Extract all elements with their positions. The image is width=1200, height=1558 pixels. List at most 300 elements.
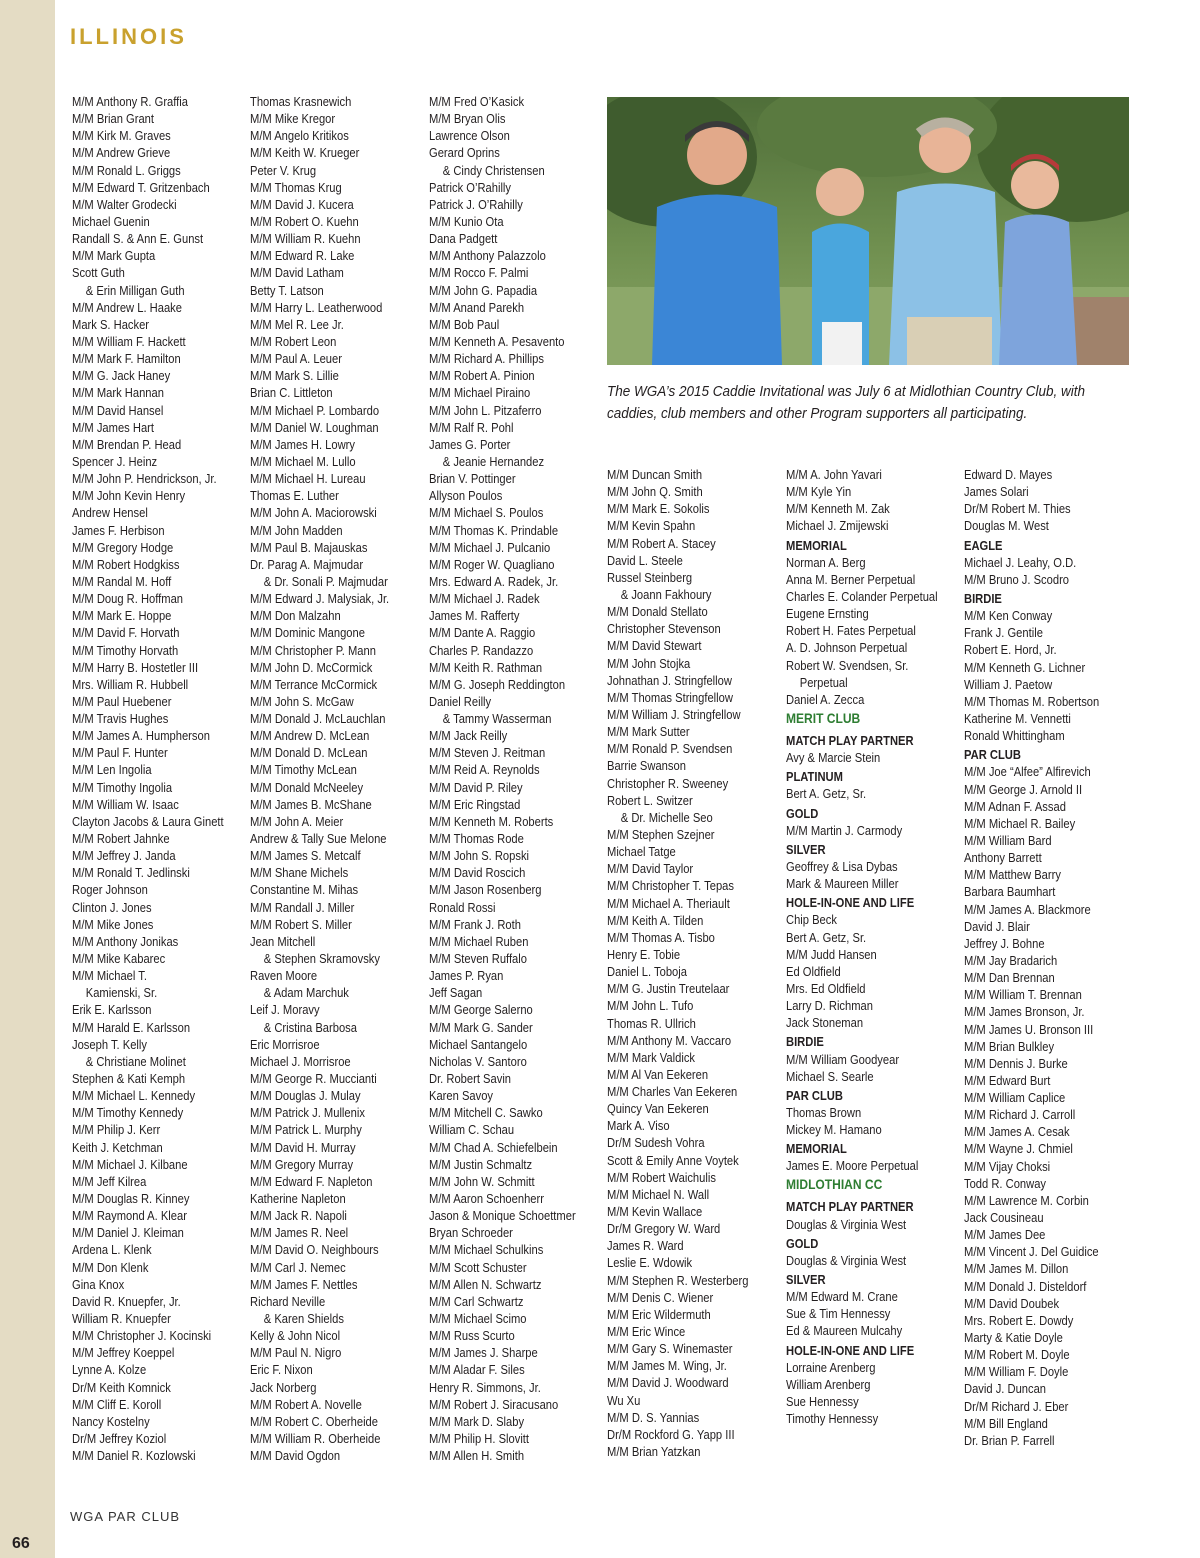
donor-name: Michael S. Searle: [786, 1068, 874, 1084]
donor-name: M/M Roger W. Quagliano: [429, 556, 555, 572]
donor-name: Lynne A. Kolze: [72, 1362, 147, 1378]
donor-name: & Stephen Skramovsky: [263, 951, 380, 967]
donor-name: M/M James R. Neel: [250, 1225, 349, 1241]
donor-name: Constantine M. Mihas: [250, 882, 359, 898]
donor-name: M/M Daniel W. Loughman: [250, 419, 379, 435]
donor-column-6: [964, 466, 1140, 1449]
donor-name: M/M James Bronson, Jr.: [964, 1004, 1085, 1020]
donor-name: William Arenberg: [786, 1376, 871, 1392]
donor-name: M/M Dominic Mangone: [250, 625, 365, 641]
donor-name: M/M Michael J. Radek: [429, 591, 540, 607]
donor-name: M/M Gary S. Winemaster: [607, 1341, 733, 1357]
level-heading: HOLE-IN-ONE AND LIFE: [786, 1342, 915, 1358]
donor-name: M/M Mark D. Slaby: [429, 1413, 525, 1429]
donor-name: Eric F. Nixon: [250, 1362, 313, 1378]
donor-name: Todd R. Conway: [964, 1175, 1047, 1191]
donor-name: M/M Stephen Szejner: [607, 826, 715, 842]
donor-name: Daniel A. Zecca: [786, 691, 865, 707]
donor-name: M/M Kyle Yin: [786, 484, 852, 500]
donor-name: Bert A. Getz, Sr.: [786, 786, 867, 802]
donor-name: Dr/M Gregory W. Ward: [607, 1221, 721, 1237]
donor-name: & Tammy Wasserman: [442, 711, 552, 727]
donor-name: M/M Robert S. Miller: [250, 916, 352, 932]
donor-name: Richard Neville: [250, 1293, 326, 1309]
donor-name: M/M Mike Kabarec: [72, 951, 166, 967]
donor-name: M/M John L. Pitzaferro: [429, 402, 542, 418]
donor-name: M/M Paul B. Majauskas: [250, 539, 368, 555]
donor-name: M/M David Taylor: [607, 861, 694, 877]
donor-name: M/M Mark Gupta: [72, 248, 156, 264]
donor-name: Gerard Oprins: [429, 145, 500, 161]
donor-name: M/M Wayne J. Chmiel: [964, 1141, 1073, 1157]
donor-name: M/M Paul A. Leuer: [250, 351, 342, 367]
donor-name: Dr/M Jeffrey Koziol: [72, 1430, 167, 1446]
donor-name: M/M Mark E. Hoppe: [72, 608, 172, 624]
donor-name: M/M Doug R. Hoffman: [72, 591, 184, 607]
donor-name: M/M David P. Riley: [429, 779, 523, 795]
donor-name: Jeff Sagan: [429, 985, 483, 1001]
donor-name: Ed Oldfield: [786, 963, 841, 979]
donor-name: M/M John Stojka: [607, 655, 691, 671]
donor-name: M/M Mel R. Lee Jr.: [250, 316, 344, 332]
donor-name: Mrs. William R. Hubbell: [72, 676, 189, 692]
donor-name: M/M Don Malzahn: [250, 608, 341, 624]
page-heading: ILLINOIS: [70, 24, 187, 49]
donor-name: M/M Mark E. Sokolis: [607, 501, 710, 517]
donor-name: Thomas R. Ullrich: [607, 1015, 696, 1031]
donor-name: M/M Reid A. Reynolds: [429, 762, 540, 778]
donor-name: Scott & Emily Anne Voytek: [607, 1152, 739, 1168]
donor-name: Michael Santangelo: [429, 1036, 528, 1052]
donor-name: M/M James H. Lowry: [250, 436, 355, 452]
donor-name: M/M James A. Cesak: [964, 1124, 1070, 1140]
donor-name: M/M James B. McShane: [250, 796, 372, 812]
donor-name: Mrs. Ed Oldfield: [786, 980, 866, 996]
donor-name: M/M Ronald T. Jedlinski: [72, 865, 190, 881]
donor-name: Wu Xu: [607, 1392, 641, 1408]
donor-name: M/M Don Klenk: [72, 1259, 149, 1275]
donor-name: Douglas M. West: [964, 518, 1049, 534]
donor-name: M/M Michael L. Kennedy: [72, 1088, 196, 1104]
donor-name: M/M Daniel R. Kozlowski: [72, 1448, 196, 1464]
donor-name: Michael J. Morrisroe: [250, 1053, 351, 1069]
donor-name: M/M Christopher J. Kocinski: [72, 1328, 212, 1344]
donor-name: M/M John S. McGaw: [250, 693, 354, 709]
donor-name: Stephen & Kati Kemph: [72, 1071, 186, 1087]
donor-name: Robert L. Switzer: [607, 792, 693, 808]
donor-name: M/M Harald E. Karlsson: [72, 1019, 191, 1035]
donor-name: M/M Bill England: [964, 1415, 1048, 1431]
donor-name: M/M John P. Hendrickson, Jr.: [72, 471, 217, 487]
donor-name: M/M Donald McNeeley: [250, 779, 364, 795]
donor-name: M/M Travis Hughes: [72, 711, 169, 727]
donor-name: Katherine Napleton: [250, 1191, 346, 1206]
level-heading: HOLE-IN-ONE AND LIFE: [786, 895, 915, 911]
donor-name: Frank J. Gentile: [964, 625, 1043, 641]
donor-name: Robert H. Fates Perpetual: [786, 623, 916, 639]
donor-name: M/M Raymond A. Klear: [72, 1208, 187, 1224]
donor-name: M/M Lawrence M. Corbin: [964, 1192, 1089, 1208]
donor-name: M/M Andrew Grieve: [72, 145, 171, 161]
donor-name: M/M David Ogdon: [250, 1448, 341, 1464]
donor-name: Andrew Hensel: [72, 505, 148, 521]
donor-name: James M. Rafferty: [429, 608, 520, 624]
donor-column-5: [786, 466, 962, 1427]
donor-name: Brian C. Littleton: [250, 385, 333, 401]
donor-name: Bert A. Getz, Sr.: [786, 929, 867, 945]
donor-name: Christopher R. Sweeney: [607, 775, 729, 791]
donor-name: Daniel L. Toboja: [607, 964, 687, 980]
donor-name: M/M Terrance McCormick: [250, 676, 378, 692]
donor-name: M/M Edward J. Malysiak, Jr.: [250, 591, 390, 607]
donor-name: Katherine M. Vennetti: [964, 710, 1071, 726]
donor-name: M/M Kevin Spahn: [607, 518, 696, 534]
donor-name: M/M Joe “Alfee” Alfirevich: [964, 764, 1091, 780]
donor-name: M/M Donald D. McLean: [250, 745, 368, 761]
level-heading: BIRDIE: [786, 1034, 824, 1050]
donor-name: M/M John A. Maciorowski: [250, 505, 377, 521]
donor-name: M/M Michael N. Wall: [607, 1186, 710, 1202]
donor-name: Randall S. & Ann E. Gunst: [72, 231, 204, 247]
donor-name: M/M Eric Wildermuth: [607, 1306, 711, 1322]
donor-name: M/M Mike Jones: [72, 916, 154, 932]
donor-name: M/M James U. Bronson III: [964, 1021, 1094, 1037]
donor-name: M/M Steven Ruffalo: [429, 951, 527, 967]
donor-name: M/M Thomas Krug: [250, 179, 342, 195]
donor-name: Thomas Brown: [786, 1104, 862, 1120]
level-heading: SILVER: [786, 1272, 826, 1288]
donor-name: Scott Guth: [72, 265, 125, 281]
donor-name: M/M John S. Ropski: [429, 848, 530, 864]
level-heading: MEMORIAL: [786, 537, 847, 553]
donor-name: M/M Michael H. Lureau: [250, 471, 366, 487]
donor-name: Allyson Poulos: [429, 488, 503, 504]
donor-name: & Dr. Sonali P. Majmudar: [263, 573, 388, 589]
donor-name: Timothy Hennessy: [786, 1411, 879, 1427]
donor-name: Gina Knox: [72, 1276, 125, 1292]
donor-name: M/M Kenneth M. Zak: [786, 501, 890, 517]
donor-name: M/M Allen H. Smith: [429, 1448, 525, 1464]
donor-name: & Erin Milligan Guth: [85, 282, 185, 298]
donor-name: M/M Thomas M. Robertson: [964, 693, 1100, 709]
donor-name: M/M Thomas K. Prindable: [429, 522, 559, 538]
donor-name: James Solari: [964, 484, 1029, 500]
caddie-invitational-photo: [607, 97, 1129, 365]
donor-name: M/M D. S. Yannias: [607, 1409, 700, 1425]
donor-name: M/M Brian Grant: [72, 111, 155, 127]
donor-name: M/M Keith W. Krueger: [250, 145, 360, 161]
level-heading: PAR CLUB: [786, 1087, 843, 1103]
donor-name: M/M Rocco F. Palmi: [429, 265, 529, 281]
donor-name: James P. Ryan: [429, 968, 504, 984]
donor-name: Barrie Swanson: [607, 758, 686, 774]
photo-caption: The WGA’s 2015 Caddie Invitational was July 6 at Midlothian Country Club, with caddies, club members and other Program supporters all participating.: [607, 383, 1085, 422]
donor-name: M/M William Caplice: [964, 1090, 1066, 1106]
donor-name: Jack Stoneman: [786, 1015, 864, 1031]
donor-name: M/M John W. Schmitt: [429, 1173, 535, 1189]
donor-name: M/M David Hansel: [72, 402, 164, 418]
donor-name: M/M Chad A. Schiefelbein: [429, 1139, 558, 1155]
donor-name: Karen Savoy: [429, 1088, 494, 1104]
donor-name: M/M William T. Brennan: [964, 987, 1082, 1003]
donor-name: Sue Hennessy: [786, 1394, 859, 1410]
donor-name: M/M James A. Blackmore: [964, 901, 1091, 917]
donor-name: Michael J. Zmijewski: [786, 518, 889, 534]
donor-name: M/M Robert M. Doyle: [964, 1347, 1070, 1363]
donor-name: M/M Mark S. Lillie: [250, 368, 339, 384]
donor-name: Dr. Parag A. Majmudar: [250, 556, 364, 572]
donor-name: M/M James S. Metcalf: [250, 848, 361, 864]
donor-name: M/M Martin J. Carmody: [786, 822, 903, 838]
donor-name: M/M David O. Neighbours: [250, 1242, 379, 1258]
donor-name: M/M Randal M. Hoff: [72, 573, 172, 589]
donor-name: M/M Jeffrey J. Janda: [72, 848, 176, 864]
donor-name: M/M Ronald P. Svendsen: [607, 741, 733, 757]
donor-name: William C. Schau: [429, 1122, 515, 1138]
level-heading: BIRDIE: [964, 590, 1002, 606]
donor-name: M/M Robert A. Pinion: [429, 368, 535, 384]
donor-name: M/M George J. Arnold II: [964, 781, 1083, 797]
donor-name: Charles P. Randazzo: [429, 642, 534, 658]
donor-name: M/M William W. Isaac: [72, 796, 179, 812]
donor-name: Mark S. Hacker: [72, 316, 150, 332]
donor-name: M/M Anthony Palazzolo: [429, 248, 546, 264]
donor-name: M/M Robert Jahnke: [72, 831, 170, 847]
donor-name: Mrs. Robert E. Dowdy: [964, 1312, 1074, 1328]
donor-name: Betty T. Latson: [250, 282, 324, 298]
donor-name: M/M Gregory Murray: [250, 1156, 354, 1172]
donor-name: Thomas Krasnewich: [250, 94, 352, 109]
donor-name: M/M Bruno J. Scodro: [964, 571, 1070, 587]
donor-name: M/M David J. Woodward: [607, 1375, 729, 1391]
donor-name: Douglas & Virginia West: [786, 1252, 907, 1268]
level-heading: SILVER: [786, 841, 826, 857]
donor-name: M/M John Madden: [250, 522, 343, 538]
donor-name: David J. Duncan: [964, 1381, 1047, 1397]
level-heading: PLATINUM: [786, 769, 843, 785]
donor-name: M/M James J. Sharpe: [429, 1345, 538, 1361]
donor-name: Robert W. Svendsen, Sr.: [786, 657, 909, 673]
donor-name: M/M Adnan F. Assad: [964, 798, 1066, 814]
donor-name: Bryan Schroeder: [429, 1225, 513, 1241]
donor-column-2: [250, 93, 426, 1464]
donor-name: M/M Mike Kregor: [250, 111, 336, 127]
donor-name: Jack Cousineau: [964, 1210, 1044, 1226]
donor-name: M/M Michael P. Lombardo: [250, 402, 380, 418]
donor-name: M/M Kunio Ota: [429, 213, 504, 229]
donor-name: M/M Scott Schuster: [429, 1259, 527, 1275]
donor-name: M/M Vijay Choksi: [964, 1158, 1051, 1174]
footer-label: WGA PAR CLUB: [70, 1509, 181, 1524]
donor-name: Roger Johnson: [72, 882, 148, 898]
donor-name: Jason & Monique Schoettmer: [429, 1208, 576, 1224]
donor-name: M/M David Doubek: [964, 1295, 1060, 1311]
donor-name: M/M Frank J. Roth: [429, 916, 521, 932]
donor-name: Patrick O’Rahilly: [429, 179, 512, 195]
donor-name: M/M Michael A. Theriault: [607, 895, 730, 911]
donor-name: M/M Cliff E. Koroll: [72, 1396, 162, 1412]
donor-name: M/M David F. Horvath: [72, 625, 180, 641]
donor-name: M/M Brian Yatzkan: [607, 1444, 701, 1460]
donor-name: M/M Brian Bulkley: [964, 1038, 1055, 1054]
donor-column-1: [72, 93, 248, 1464]
donor-name: M/M Vincent J. Del Guidice: [964, 1244, 1099, 1260]
donor-name: M/M James F. Nettles: [250, 1276, 358, 1292]
donor-name: M/M Paul Huebener: [72, 693, 172, 709]
donor-name: Anna M. Berner Perpetual: [786, 571, 916, 587]
donor-name: M/M G. Jack Haney: [72, 368, 171, 384]
donor-name: M/M Aladar F. Siles: [429, 1362, 525, 1378]
donor-name: & Adam Marchuk: [263, 985, 349, 1001]
donor-name: M/M Patrick J. Mullenix: [250, 1105, 365, 1121]
donor-name: Nancy Kostelny: [72, 1413, 150, 1429]
donor-name: Mark A. Viso: [607, 1118, 670, 1134]
donor-name: Barbara Baumhart: [964, 884, 1056, 900]
donor-name: M/M Justin Schmaltz: [429, 1156, 533, 1172]
donor-name: Russel Steinberg: [607, 569, 693, 585]
donor-name: M/M David Latham: [250, 265, 344, 281]
donor-column-4: [607, 466, 783, 1460]
donor-name: M/M Douglas R. Kinney: [72, 1191, 190, 1206]
donor-name: M/M Mark F. Hamilton: [72, 351, 181, 367]
donor-name: M/M Russ Scurto: [429, 1328, 515, 1344]
donor-name: Christopher Stevenson: [607, 621, 721, 637]
donor-name: M/M Mark G. Sander: [429, 1019, 533, 1035]
donor-name: Dr/M Keith Komnick: [72, 1379, 171, 1395]
section-heading: MERIT CLUB: [786, 709, 861, 726]
donor-name: Michael J. Leahy, O.D.: [964, 554, 1077, 570]
donor-name: & Christiane Molinet: [85, 1053, 186, 1069]
donor-name: M/M Christopher T. Tepas: [607, 878, 734, 894]
donor-name: Eric Morrisroe: [250, 1036, 320, 1052]
donor-name: M/M David Stewart: [607, 638, 702, 654]
donor-name: M/M Mitchell C. Sawko: [429, 1105, 543, 1121]
donor-name: Clinton J. Jones: [72, 899, 152, 915]
donor-name: Leif J. Moravy: [250, 1002, 320, 1018]
donor-name: M/M Michael T.: [72, 968, 147, 984]
donor-name: Dr. Robert Savin: [429, 1071, 512, 1087]
donor-name: Ardena L. Klenk: [72, 1242, 152, 1258]
donor-name: M/M Anthony R. Graffia: [72, 94, 188, 109]
donor-name: M/M Edward Burt: [964, 1072, 1051, 1088]
donor-name: M/M Duncan Smith: [607, 467, 703, 482]
donor-name: M/M Jeff Kilrea: [72, 1173, 147, 1189]
donor-name: M/M Denis C. Wiener: [607, 1289, 714, 1305]
donor-name: M/M Mark Valdick: [607, 1049, 696, 1065]
donor-name: M/M William J. Stringfellow: [607, 706, 741, 722]
donor-name: M/M Len Ingolia: [72, 762, 152, 778]
donor-name: Peter V. Krug: [250, 162, 317, 178]
donor-name: M/M Andrew L. Haake: [72, 299, 182, 315]
donor-name: Jean Mitchell: [250, 933, 316, 949]
donor-name: M/M Jeffrey Koeppel: [72, 1345, 175, 1361]
donor-name: M/M Jay Bradarich: [964, 952, 1058, 968]
donor-name: Clayton Jacobs & Laura Ginett: [72, 813, 224, 829]
donor-name: Brian V. Pottinger: [429, 471, 516, 487]
donor-name: Mickey M. Hamano: [786, 1122, 882, 1138]
donor-name: M/M Christopher P. Mann: [250, 642, 376, 658]
donor-column-3: [429, 93, 605, 1464]
donor-name: Michael Tatge: [607, 844, 676, 860]
donor-name: M/M Michael S. Poulos: [429, 505, 544, 521]
donor-name: M/M Philip J. Kerr: [72, 1122, 161, 1138]
donor-name: M/M Robert O. Kuehn: [250, 213, 359, 229]
donor-name: Mark & Maureen Miller: [786, 876, 899, 892]
donor-name: Dana Padgett: [429, 231, 498, 247]
section-heading: MIDLOTHIAN CC: [786, 1176, 883, 1193]
donor-name: M/M Robert A. Stacey: [607, 535, 716, 551]
donor-name: M/M Daniel J. Kleiman: [72, 1225, 184, 1241]
donor-name: M/M Robert J. Siracusano: [429, 1396, 559, 1412]
donor-name: M/M Charles Van Eekeren: [607, 1084, 738, 1100]
donor-name: & Jeanie Hernandez: [442, 453, 545, 469]
donor-name: Henry E. Tobie: [607, 946, 681, 962]
donor-name: M/M A. John Yavari: [786, 467, 882, 482]
donor-name: M/M Jason Rosenberg: [429, 882, 542, 898]
donor-name: M/M Kenneth G. Lichner: [964, 659, 1086, 675]
donor-name: M/M Shane Michels: [250, 865, 349, 881]
donor-name: M/M Randall J. Miller: [250, 899, 355, 915]
donor-name: M/M William R. Kuehn: [250, 231, 361, 247]
donor-name: Sue & Tim Hennessy: [786, 1306, 891, 1322]
donor-name: Thomas E. Luther: [250, 488, 339, 504]
side-stripe: [0, 0, 55, 1558]
donor-name: Raven Moore: [250, 968, 318, 984]
donor-name: M/M Walter Grodecki: [72, 196, 177, 212]
donor-name: M/M Ronald L. Griggs: [72, 162, 181, 178]
donor-name: Dr/M Rockford G. Yapp III: [607, 1426, 735, 1442]
donor-name: M/M Bryan Olis: [429, 111, 506, 127]
donor-name: Michael Guenin: [72, 213, 150, 229]
donor-name: M/M Anthony M. Vaccaro: [607, 1032, 732, 1048]
level-heading: GOLD: [786, 1235, 819, 1251]
donor-name: M/M William Goodyear: [786, 1051, 900, 1067]
donor-name: Ronald Whittingham: [964, 728, 1065, 744]
donor-name: M/M Edward T. Gritzenbach: [72, 179, 210, 195]
donor-name: Anthony Barrett: [964, 850, 1042, 866]
donor-name: M/M James Dee: [964, 1227, 1046, 1243]
donor-name: M/M Carl J. Nemec: [250, 1259, 346, 1275]
donor-name: William J. Paetow: [964, 676, 1053, 692]
donor-name: M/M Keith R. Rathman: [429, 659, 543, 675]
donor-name: Ed & Maureen Mulcahy: [786, 1323, 903, 1339]
donor-name: M/M Fred O’Kasick: [429, 94, 525, 109]
donor-name: M/M Donald Stellato: [607, 604, 708, 620]
donor-name: James F. Herbison: [72, 522, 165, 538]
donor-name: M/M Michael M. Lullo: [250, 453, 356, 469]
donor-name: M/M Allen N. Schwartz: [429, 1276, 542, 1292]
donor-name: M/M Thomas A. Tisbo: [607, 929, 715, 945]
donor-name: M/M Michael R. Bailey: [964, 815, 1076, 831]
donor-name: Charles E. Colander Perpetual: [786, 588, 938, 604]
donor-name: M/M John Q. Smith: [607, 484, 703, 500]
donor-name: M/M Dan Brennan: [964, 970, 1055, 986]
group-photo-illustration: [607, 97, 1129, 365]
donor-name: M/M Anthony Jonikas: [72, 933, 179, 949]
donor-name: & Cindy Christensen: [442, 162, 545, 178]
donor-name: Robert E. Hord, Jr.: [964, 642, 1057, 658]
donor-name: Norman A. Berg: [786, 554, 866, 570]
donor-name: M/M Mark Sutter: [607, 724, 690, 740]
donor-name: Marty & Katie Doyle: [964, 1330, 1063, 1346]
donor-name: M/M James A. Humpherson: [72, 728, 210, 744]
donor-name: M/M Kenneth M. Roberts: [429, 813, 554, 829]
donor-name: M/M Dante A. Raggio: [429, 625, 536, 641]
donor-name: Nicholas V. Santoro: [429, 1053, 527, 1069]
donor-name: M/M Bob Paul: [429, 316, 500, 332]
donor-name: M/M Aaron Schoenherr: [429, 1191, 544, 1206]
level-heading: MATCH PLAY PARTNER: [786, 1199, 914, 1215]
